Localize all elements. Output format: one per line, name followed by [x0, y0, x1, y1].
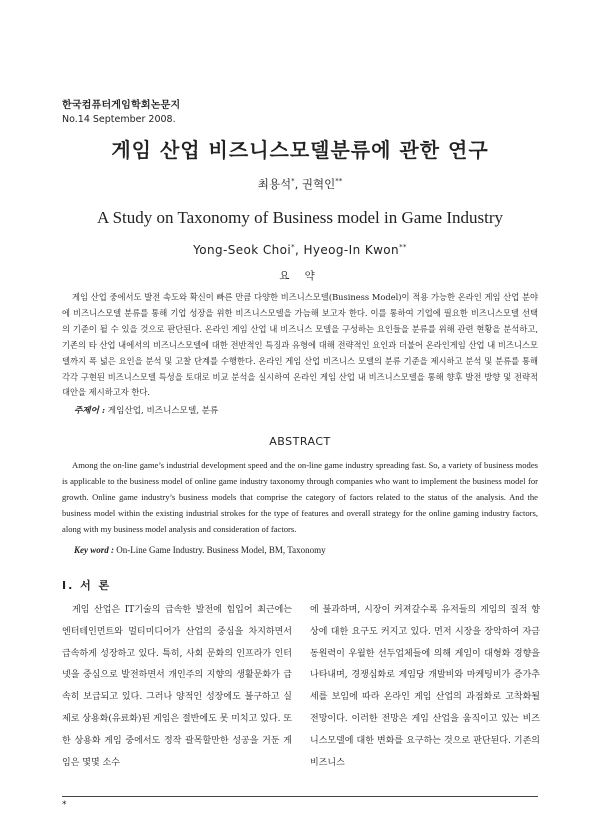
- paper-title-korean: 게임 산업 비즈니스모델분류에 관한 연구: [111, 138, 489, 162]
- abstract-korean: 게임 산업 중에서도 발전 속도와 확신이 빠른 만큼 다양한 비즈니스모델(Business Model)이 적용 가능한 온라인 게임 산업 분야에 비즈니스모델 분류를 통해 기업 성장을 위한 비즈니스모델을 가늠해 보고자 한다. 이를 통하여 기업에 필요한 비즈니스모델 선택의 기준이 될 수 있을 것으로 판단된다. 온라인 게임 산업 내 비즈니스 모델을 구성하는 요인들을 분류를 위해 관련 현황을 분석하고, 기존의 타 산업 내에서의 비즈니스모델에 대한 전반적인 특징과 유형에 대해 전략적인 요인과 더불어 온라인게임 산업 내 비즈니스모델까지 폭 넓은 요인을 분석 및 고찰 단계를 수행한다. 온라인 게임 산업 비즈니스 모델의 분류 기준을 제시하고 분석 및 분류를 통해 각각 구현된 비즈니스모델 특성을 토대로 비교 분석을 실시하여 온라인 게임 산업 내 비즈니스모델을 통해 향후 발전 방향 및 전략적 대안을 제시하고자 한다.: [62, 292, 538, 398]
- keywords-english: [74, 545, 326, 555]
- journal-issue: No.14 September 2008.: [62, 114, 176, 125]
- author-1-name: 최용석: [257, 177, 292, 191]
- journal-name: 한국컴퓨터게임학회논문지: [62, 100, 181, 111]
- body-column-left: 게임 산업은 IT기술의 급속한 발전에 힘입어 최근에는 엔터테인먼트와 멀티미디어가 산업의 중심을 차지하면서 급속하게 성장하고 있다. 특히, 사회 문화의 인프라가 인터넷을 중심으로 발전하면서 개인주의 지향의 생활문화가 급속히 보급되고 있다. 그러나 양적인 성장에도 불구하고 실제로 상용화(유료화)된 게임은 절반에도 못 미치고 있다. 또한 상용화 게임 중에서도 정작 괄목할만한 성공을 거둔 게임은 몇몇 소수: [62, 605, 292, 768]
- abstract-english: Among the on-line game’s industrial development speed and the on-line game industry spreading fast. So, a variety of business modes is applicable to the business model of online game industry taxonomy through companies who want to implement the business model for growth. Online game industry’s business models that comprise the category of factors related to the status of the analysis. And the business model within the existing industrial strokes for the type of features and overall strategy for the online gaming industry factors, along with my business model analysis and consideration of factors.: [62, 460, 538, 534]
- body-column-right: 에 불과하며, 시장이 커져갈수록 유저들의 게임의 질적 향상에 대한 요구도 커지고 있다. 먼저 시장을 장악하여 자금동원력이 우월한 선두업체들에 의해 게임이 대형화 경향을 나타내며, 경쟁심화로 게임당 개발비와 마케팅비가 증가추세를 보임에 따라 온라인 게임 산업의 과점화로 고착화될 전망이다. 이러한 전망은 게임 산업을 움직이고 있는 비즈니스모델에 대한 변화를 요구하는 것으로 판단된다. 기존의 비즈니스: [310, 605, 540, 768]
- author-separator-en: ,: [295, 243, 304, 257]
- author-2-mark: **: [335, 177, 343, 186]
- keywords-korean: [74, 404, 218, 416]
- authors-korean: [0, 176, 600, 192]
- author-2-name-en: Hyeog-In Kwon: [303, 243, 400, 257]
- keywords-english-label: Key word :: [74, 545, 114, 555]
- footnote-divider: [62, 796, 538, 797]
- keywords-korean-label: 주제어 :: [74, 406, 106, 416]
- footnote-mark: *: [62, 800, 67, 810]
- author-2-name: 권혁인: [301, 177, 336, 191]
- abstract-heading: ABSTRACT: [269, 435, 331, 448]
- author-1-name-en: Yong-Seok Choi: [193, 243, 292, 257]
- paper-title-english: A Study on Taxonomy of Business model in Game Industry: [96, 208, 503, 227]
- author-separator: ,: [294, 177, 302, 191]
- author-1-mark-en: *: [291, 243, 296, 251]
- keywords-korean-value: 게임산업, 비즈니스모델, 분류: [105, 406, 219, 416]
- section-heading-introduction: Ⅰ. 서 론: [62, 579, 112, 592]
- journal-header: [62, 96, 180, 125]
- authors-english: [0, 243, 600, 257]
- summary-heading: 요 약: [279, 270, 321, 282]
- author-1-mark: *: [291, 177, 295, 186]
- author-2-mark-en: **: [399, 243, 407, 251]
- keywords-english-value: On-Line Game Industry. Business Model, BM, Taxonomy: [114, 545, 326, 555]
